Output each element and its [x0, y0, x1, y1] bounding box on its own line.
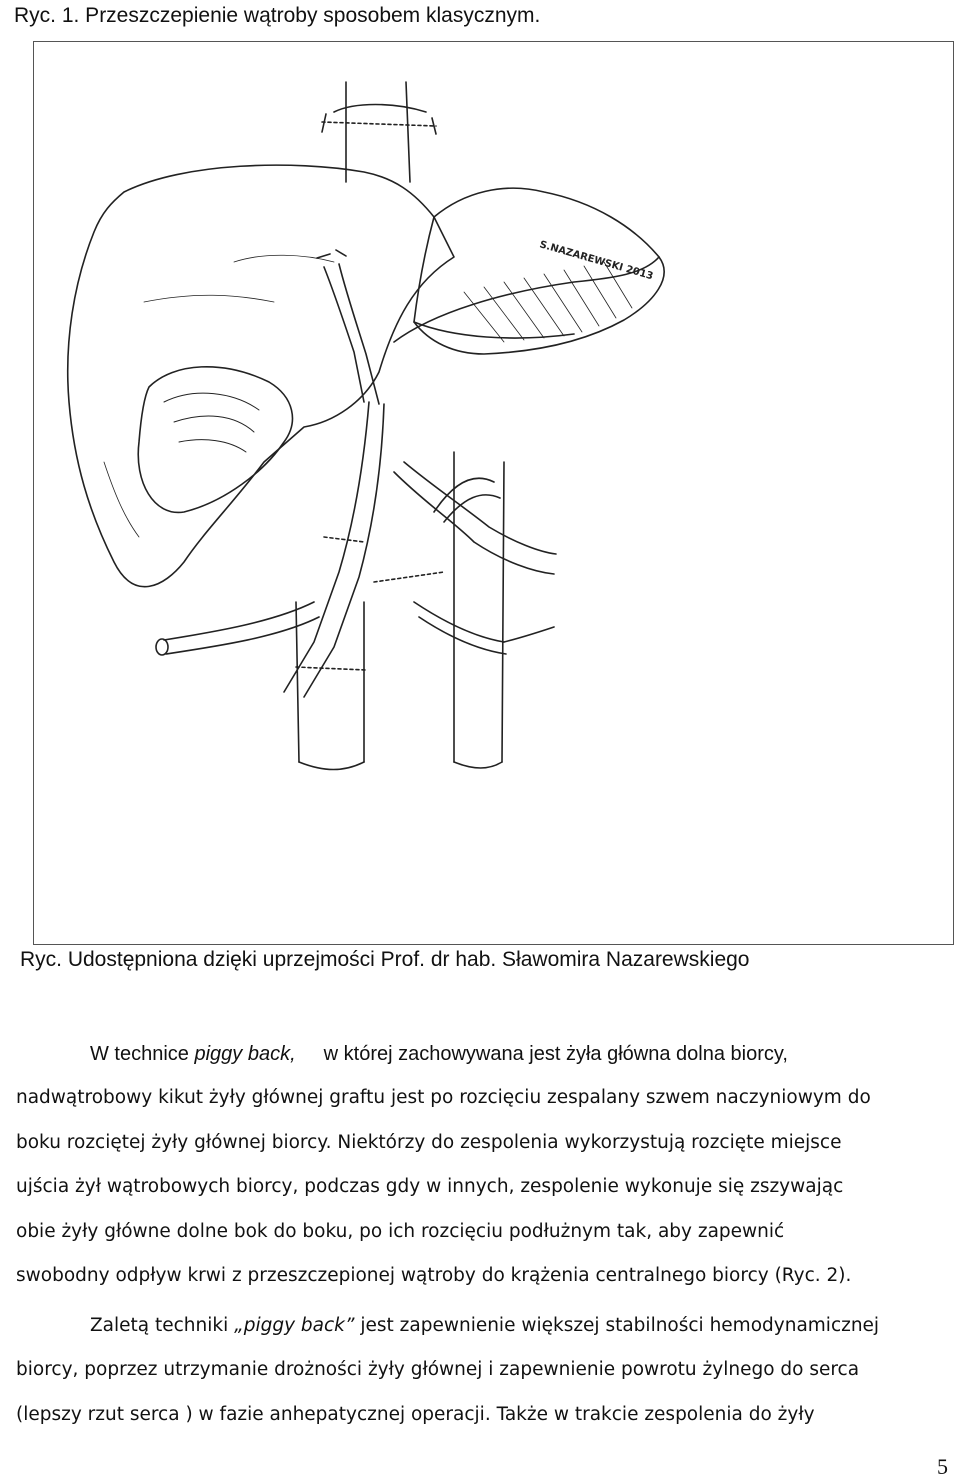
suture-line-top — [322, 122, 436, 126]
paragraph1-line6: swobodny odpływ krwi z przeszczepionej wątroby do krążenia centralnego biorcy (Ryc. 2). — [16, 1265, 852, 1286]
figure-caption: Ryc. 1. Przeszczepienie wątroby sposobem klasycznym. — [14, 4, 541, 27]
suture-artery — [374, 572, 444, 582]
paragraph1-line4: ujścia żył wątrobowych biorcy, podczas gdy w innych, zespolenie wykonuje się zszywając — [16, 1176, 844, 1197]
suture-cava-lower — [296, 667, 366, 670]
portal-vein — [284, 402, 384, 697]
artist-signature: S.NAZAREWSKI 2013 — [538, 239, 655, 283]
vena-cava-lower — [296, 602, 364, 762]
paragraph2-line3: (lepszy rzut serca ) w fazie anhepatycznej operacji. Także w trakcie zespolenia do żyły — [16, 1404, 815, 1425]
hepatic-artery — [324, 264, 379, 404]
figure-credit: Ryc. Udostępniona dzięki uprzejmości Prof. dr hab. Sławomira Nazarewskiego — [20, 948, 750, 971]
figure-frame — [33, 41, 954, 945]
paragraph1-line1: W technice piggy back, w której zachowywana jest żyła główna dolna biorcy, — [90, 1043, 788, 1065]
paragraph2-line1: Zaletą techniki „piggy back” jest zapewnienie większej stabilności hemodynamicznej — [90, 1315, 880, 1336]
liver-right-lobe — [68, 165, 454, 587]
suture-portal — [324, 537, 364, 542]
page-number: 5 — [937, 1454, 948, 1479]
paragraph2-line2: biorcy, poprzez utrzymanie drożności żyły głównej i zapewnienie powrotu żylnego do serca — [16, 1359, 860, 1380]
aorta — [454, 452, 504, 762]
liver-transplant-illustration — [34, 42, 952, 943]
paragraph1-line5: obie żyły główne dolne bok do boku, po ich rozcięciu podłużnym tak, aby zapewnić — [16, 1221, 785, 1242]
vena-cava-upper — [346, 82, 410, 182]
paragraph1-line3: boku rozciętej żyły głównej biorcy. Niektórzy do zespolenia wykorzystują rozcięte miejsce — [16, 1132, 842, 1153]
liver-fossa — [138, 367, 292, 513]
paragraph1-line2: nadwątrobowy kikut żyły głównej graftu jest po rozcięciu zespalany szwem naczyniowym do — [16, 1087, 871, 1108]
